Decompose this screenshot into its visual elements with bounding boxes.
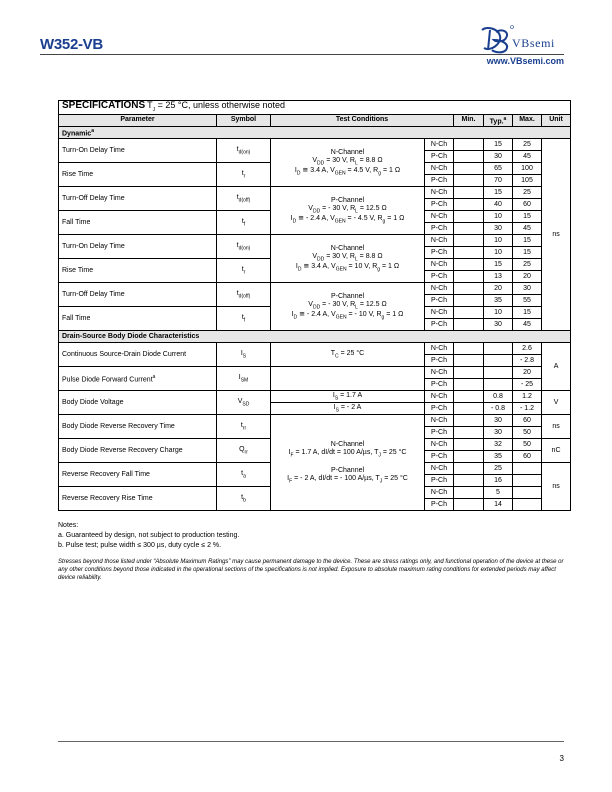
brand-name: VBsemi <box>512 36 555 50</box>
typ-cell <box>484 355 513 367</box>
min-cell <box>454 367 484 379</box>
typ-cell: 30 <box>484 427 513 439</box>
channel-cell: N-Ch <box>425 343 454 355</box>
parameter-cell: Turn-Off Delay Time <box>59 283 217 307</box>
channel-cell: N-Ch <box>425 283 454 295</box>
symbol-cell: $V_{SD}$ <box>217 391 271 415</box>
min-cell <box>454 163 484 175</box>
parameter-cell: Reverse Recovery Fall Time <box>59 463 217 487</box>
min-cell <box>454 235 484 247</box>
min-cell <box>454 283 484 295</box>
max-cell: 15 <box>513 307 542 319</box>
table-row <box>59 343 571 355</box>
parameter-cell: Body Diode Reverse Recovery Time <box>59 415 217 439</box>
col-symbol: Symbol <box>217 114 271 126</box>
min-cell <box>454 439 484 451</box>
max-cell: - 25 <box>513 379 542 391</box>
min-cell <box>454 151 484 163</box>
parameter-cell: Rise Time <box>59 163 217 187</box>
typ-cell: 30 <box>484 223 513 235</box>
min-cell <box>454 211 484 223</box>
channel-cell: P-Ch <box>425 427 454 439</box>
col-min: Min. <box>454 114 484 126</box>
page-number: 3 <box>559 754 564 763</box>
test-condition-cell: N-Channel $V_{DD} = 30$ V, $R_L = 8.8$ Ω $I_D$ ≅ 3.4 A, $V_{GEN} = 10$ V, $R_g = 1$ Ω <box>271 235 425 283</box>
channel-cell: N-Ch <box>425 235 454 247</box>
col-max: Max. <box>513 114 542 126</box>
symbol-cell: $t_{d(off)}$ <box>217 283 271 307</box>
max-cell: 100 <box>513 163 542 175</box>
typ-cell: 15 <box>484 139 513 151</box>
min-cell <box>454 187 484 199</box>
website-url[interactable]: www.VBsemi.com <box>486 56 564 66</box>
channel-cell: N-Ch <box>425 463 454 475</box>
typ-cell: 30 <box>484 151 513 163</box>
channel-cell: P-Ch <box>425 151 454 163</box>
note-a: a. Guaranteed by design, not subject to production testing. <box>58 532 240 539</box>
parameter-cell: Body Diode Voltage <box>59 391 217 415</box>
channel-cell: P-Ch <box>425 403 454 415</box>
max-cell: 2.6 <box>513 343 542 355</box>
unit-cell: ns <box>542 139 571 331</box>
channel-cell: P-Ch <box>425 247 454 259</box>
channel-cell: N-Ch <box>425 307 454 319</box>
col-test-conditions: Test Conditions <box>271 114 454 126</box>
channel-cell: N-Ch <box>425 187 454 199</box>
max-cell: 20 <box>513 271 542 283</box>
unit-cell: nC <box>542 439 571 463</box>
min-cell <box>454 295 484 307</box>
min-cell <box>454 487 484 499</box>
typ-cell: 13 <box>484 271 513 283</box>
parameter-cell: Turn-Off Delay Time <box>59 187 217 211</box>
symbol-cell: $t_{d(on)}$ <box>217 235 271 259</box>
channel-cell: N-Ch <box>425 367 454 379</box>
note-b: b. Pulse test; pulse width ≤ 300 µs, duty cycle ≤ 2 %. <box>58 542 222 549</box>
notes-title: Notes: <box>58 522 79 529</box>
typ-cell: 32 <box>484 439 513 451</box>
table-row <box>59 391 571 403</box>
max-cell: - 2.8 <box>513 355 542 367</box>
typ-cell: 20 <box>484 283 513 295</box>
parameter-cell: Pulse Diode Forward Current$^a$ <box>59 367 217 391</box>
test-condition-cell: $I_S = 1.7$ A <box>271 391 425 403</box>
channel-cell: P-Ch <box>425 379 454 391</box>
max-cell <box>513 487 542 499</box>
parameter-cell: Rise Time <box>59 259 217 283</box>
test-condition-cell: N-Channel $I_F = 1.7$ A, dI/dt = 100 A/µs, $T_J = 25$ °C P-Channel $I_F$ = - 2 A, dI/dt = - 100 A/µs, $T_J = 25$ °C <box>271 415 425 511</box>
min-cell <box>454 427 484 439</box>
max-cell: 60 <box>513 451 542 463</box>
channel-cell: N-Ch <box>425 163 454 175</box>
test-condition-cell: $I_S$ = - 2 A <box>271 403 425 415</box>
channel-cell: P-Ch <box>425 295 454 307</box>
test-condition-cell: P-Channel $V_{DD}$ = - 30 V, $R_L = 12.5$ Ω $I_D$ ≅ - 2.4 A, $V_{GEN}$ = - 4.5 V, $R_g = 1$ Ω <box>271 187 425 235</box>
symbol-cell: $I_S$ <box>217 343 271 367</box>
column-header-row <box>59 114 571 126</box>
parameter-cell: Reverse Recovery Rise Time <box>59 487 217 511</box>
typ-cell: 30 <box>484 415 513 427</box>
symbol-cell: $t_r$ <box>217 259 271 283</box>
min-cell <box>454 259 484 271</box>
channel-cell: N-Ch <box>425 487 454 499</box>
parameter-cell: Fall Time <box>59 307 217 331</box>
channel-cell: P-Ch <box>425 355 454 367</box>
min-cell <box>454 451 484 463</box>
unit-cell: A <box>542 343 571 391</box>
channel-cell: N-Ch <box>425 259 454 271</box>
unit-cell: ns <box>542 463 571 511</box>
symbol-cell: $t_f$ <box>217 307 271 331</box>
channel-cell: N-Ch <box>425 439 454 451</box>
min-cell <box>454 175 484 187</box>
section-dynamic: Dynamic$^a$ <box>59 127 571 139</box>
symbol-cell: $t_b$ <box>217 487 271 511</box>
max-cell: 45 <box>513 223 542 235</box>
unit-cell: V <box>542 391 571 415</box>
section-diode <box>59 331 571 343</box>
col-unit: Unit <box>542 114 571 126</box>
min-cell <box>454 139 484 151</box>
specifications-table <box>58 100 571 511</box>
max-cell: 105 <box>513 175 542 187</box>
typ-cell: 15 <box>484 187 513 199</box>
col-parameter: Parameter <box>59 114 217 126</box>
channel-cell: P-Ch <box>425 271 454 283</box>
typ-cell: - 0.8 <box>484 403 513 415</box>
max-cell: 15 <box>513 211 542 223</box>
max-cell: 30 <box>513 283 542 295</box>
unit-cell: ns <box>542 415 571 439</box>
channel-cell: N-Ch <box>425 211 454 223</box>
typ-cell <box>484 343 513 355</box>
typ-cell: 40 <box>484 199 513 211</box>
max-cell: 45 <box>513 319 542 331</box>
max-cell: 15 <box>513 235 542 247</box>
max-cell: 45 <box>513 151 542 163</box>
max-cell: 50 <box>513 439 542 451</box>
typ-cell: 15 <box>484 259 513 271</box>
typ-cell <box>484 379 513 391</box>
typ-cell: 10 <box>484 307 513 319</box>
typ-cell: 35 <box>484 295 513 307</box>
symbol-cell: $t_{d(on)}$ <box>217 139 271 163</box>
max-cell <box>513 499 542 511</box>
table-row <box>59 139 571 151</box>
max-cell: - 1.2 <box>513 403 542 415</box>
table-row <box>59 283 571 295</box>
symbol-cell: $t_f$ <box>217 211 271 235</box>
typ-cell <box>484 367 513 379</box>
min-cell <box>454 271 484 283</box>
typ-cell: 30 <box>484 319 513 331</box>
channel-cell: N-Ch <box>425 415 454 427</box>
test-condition-cell: N-Channel $V_{DD} = 30$ V, $R_L = 8.8$ Ω $I_D$ ≅ 3.4 A, $V_{GEN} = 4.5$ V, $R_g = 1$ Ω <box>271 139 425 187</box>
symbol-cell: $Q_{rr}$ <box>217 439 271 463</box>
footer-divider <box>58 741 564 742</box>
test-condition-cell: $T_C = 25$ °C <box>271 343 425 367</box>
table-title: SPECIFICATIONS $T_J = 25$ °C, unless otherwise noted <box>59 101 571 115</box>
max-cell: 25 <box>513 139 542 151</box>
channel-cell: N-Ch <box>425 391 454 403</box>
part-number: W352-VB <box>40 36 103 53</box>
max-cell <box>513 475 542 487</box>
typ-cell: 65 <box>484 163 513 175</box>
typ-cell: 16 <box>484 475 513 487</box>
parameter-cell: Continuous Source-Drain Diode Current <box>59 343 217 367</box>
notes <box>58 521 239 551</box>
typ-cell: 70 <box>484 175 513 187</box>
channel-cell: P-Ch <box>425 499 454 511</box>
min-cell <box>454 199 484 211</box>
min-cell <box>454 415 484 427</box>
symbol-cell: $I_{SM}$ <box>217 367 271 391</box>
channel-cell: P-Ch <box>425 451 454 463</box>
channel-cell: P-Ch <box>425 199 454 211</box>
max-cell: 20 <box>513 367 542 379</box>
typ-cell: 10 <box>484 235 513 247</box>
col-typ: Typ.$^a$ <box>484 114 513 126</box>
symbol-cell: $t_r$ <box>217 163 271 187</box>
table-row <box>59 415 571 427</box>
table-row <box>59 235 571 247</box>
min-cell <box>454 403 484 415</box>
typ-cell: 5 <box>484 487 513 499</box>
max-cell: 50 <box>513 427 542 439</box>
min-cell <box>454 379 484 391</box>
channel-cell: P-Ch <box>425 319 454 331</box>
table-row <box>59 187 571 199</box>
max-cell: 25 <box>513 259 542 271</box>
test-condition-cell: P-Channel $V_{DD}$ = - 30 V, $R_L = 12.5$ Ω $I_D$ ≅ - 2.4 A, $V_{GEN}$ = - 10 V, $R_g = 1$ Ω <box>271 283 425 331</box>
min-cell <box>454 463 484 475</box>
max-cell: 60 <box>513 199 542 211</box>
typ-cell: 10 <box>484 211 513 223</box>
max-cell: 15 <box>513 247 542 259</box>
min-cell <box>454 307 484 319</box>
table-row <box>59 367 571 379</box>
max-cell <box>513 463 542 475</box>
parameter-cell: Body Diode Reverse Recovery Charge <box>59 439 217 463</box>
parameter-cell: Turn-On Delay Time <box>59 139 217 163</box>
min-cell <box>454 247 484 259</box>
symbol-cell: $t_{d(off)}$ <box>217 187 271 211</box>
channel-cell: P-Ch <box>425 175 454 187</box>
section-title: Drain-Source Body Diode Characteristics <box>59 331 571 343</box>
typ-cell: 35 <box>484 451 513 463</box>
typ-cell: 10 <box>484 247 513 259</box>
typ-cell: 0.8 <box>484 391 513 403</box>
parameter-cell: Turn-On Delay Time <box>59 235 217 259</box>
min-cell <box>454 223 484 235</box>
stress-disclaimer: Stresses beyond those listed under “Absolute Maximum Ratings” may cause permanent damage to the device. These are stress ratings only, and functional operation of the device at these or any other conditions beyond those indicated in the operational sections of the specifications is not implied. Exposure to absolute maximum rating conditions for extended periods may affect device reliability. <box>58 559 564 581</box>
symbol-cell: $t_a$ <box>217 463 271 487</box>
channel-cell: P-Ch <box>425 475 454 487</box>
min-cell <box>454 475 484 487</box>
max-cell: 55 <box>513 295 542 307</box>
channel-cell: P-Ch <box>425 223 454 235</box>
max-cell: 1.2 <box>513 391 542 403</box>
min-cell <box>454 391 484 403</box>
min-cell <box>454 355 484 367</box>
max-cell: 25 <box>513 187 542 199</box>
typ-cell: 14 <box>484 499 513 511</box>
channel-cell: N-Ch <box>425 139 454 151</box>
symbol-cell: $t_{rr}$ <box>217 415 271 439</box>
min-cell <box>454 319 484 331</box>
parameter-cell: Fall Time <box>59 211 217 235</box>
header-divider <box>40 54 564 55</box>
test-condition-cell <box>271 367 425 391</box>
min-cell <box>454 343 484 355</box>
min-cell <box>454 499 484 511</box>
typ-cell: 25 <box>484 463 513 475</box>
max-cell: 60 <box>513 415 542 427</box>
